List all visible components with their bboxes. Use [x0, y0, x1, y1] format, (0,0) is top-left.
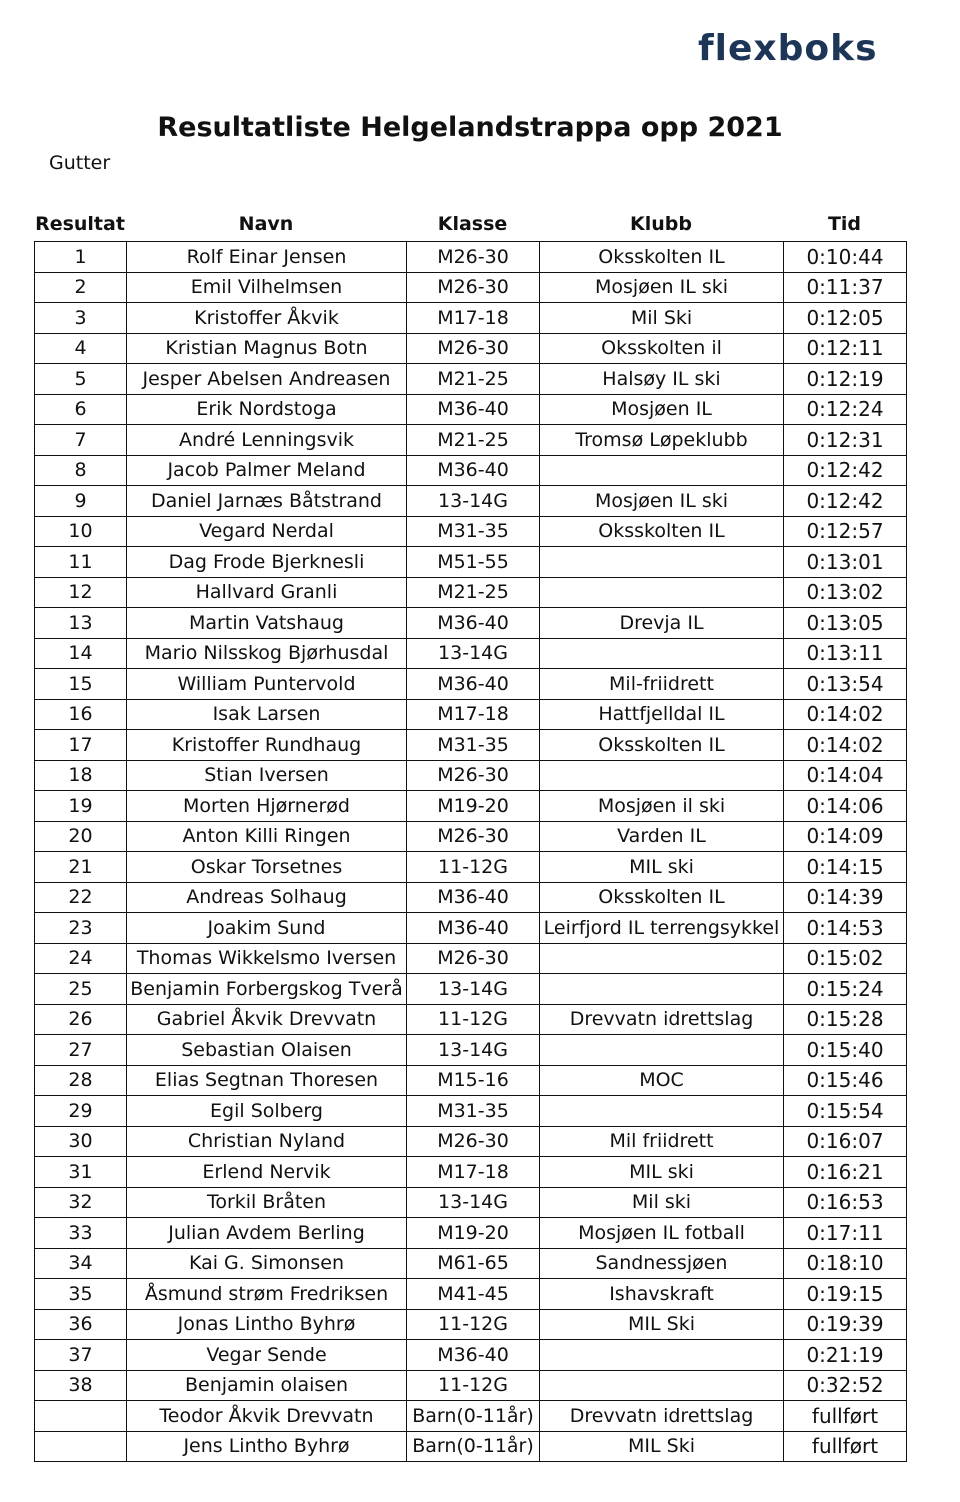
class-cell: M41-45	[407, 1279, 540, 1310]
result-cell: 30	[35, 1126, 127, 1157]
name-cell: Hallvard Granli	[127, 577, 407, 608]
result-cell: 29	[35, 1096, 127, 1127]
time-cell: 0:15:40	[784, 1035, 907, 1066]
class-cell: M26-30	[407, 272, 540, 303]
class-cell: M15-16	[407, 1065, 540, 1096]
time-cell: 0:16:53	[784, 1187, 907, 1218]
club-cell	[540, 547, 784, 578]
name-cell: Jens Lintho Byhrø	[127, 1431, 407, 1462]
club-cell: Mil Ski	[540, 303, 784, 334]
table-row	[35, 577, 907, 608]
club-cell: Leirfjord IL terrengsykkel	[540, 913, 784, 944]
time-cell: 0:17:11	[784, 1218, 907, 1249]
class-cell: 11-12G	[407, 1309, 540, 1340]
time-cell: 0:14:04	[784, 760, 907, 791]
time-cell: 0:19:39	[784, 1309, 907, 1340]
class-cell: M31-35	[407, 516, 540, 547]
time-cell: 0:16:07	[784, 1126, 907, 1157]
table-row	[35, 547, 907, 578]
time-cell: 0:13:11	[784, 638, 907, 669]
class-cell: M36-40	[407, 608, 540, 639]
result-cell: 28	[35, 1065, 127, 1096]
class-cell: 13-14G	[407, 974, 540, 1005]
result-cell: 17	[35, 730, 127, 761]
result-cell: 16	[35, 699, 127, 730]
category-label: Gutter	[49, 152, 111, 174]
table-row	[35, 791, 907, 822]
time-cell: 0:15:54	[784, 1096, 907, 1127]
result-cell: 14	[35, 638, 127, 669]
club-cell: Mil-friidrett	[540, 669, 784, 700]
time-cell: 0:15:02	[784, 943, 907, 974]
name-cell: Sebastian Olaisen	[127, 1035, 407, 1066]
name-cell: Erik Nordstoga	[127, 394, 407, 425]
header-navn: Navn	[238, 213, 294, 235]
club-cell: Oksskolten IL	[540, 730, 784, 761]
table-row	[35, 730, 907, 761]
results-table	[34, 241, 907, 1462]
name-cell: Jonas Lintho Byhrø	[127, 1309, 407, 1340]
time-cell: 0:14:06	[784, 791, 907, 822]
time-cell: 0:12:31	[784, 425, 907, 456]
club-cell: Oksskolten IL	[540, 242, 784, 273]
header-klasse: Klasse	[437, 213, 508, 235]
name-cell: Vegar Sende	[127, 1340, 407, 1371]
class-cell: 13-14G	[407, 486, 540, 517]
table-row	[35, 882, 907, 913]
table-row	[35, 1157, 907, 1188]
club-cell: Varden IL	[540, 821, 784, 852]
time-cell: fullført	[784, 1431, 907, 1462]
club-cell: Mil ski	[540, 1187, 784, 1218]
time-cell: 0:13:01	[784, 547, 907, 578]
name-cell: Torkil Bråten	[127, 1187, 407, 1218]
name-cell: Jesper Abelsen Andreasen	[127, 364, 407, 395]
time-cell: 0:14:39	[784, 882, 907, 913]
class-cell: M31-35	[407, 1096, 540, 1127]
club-cell: MIL Ski	[540, 1431, 784, 1462]
class-cell: M26-30	[407, 760, 540, 791]
name-cell: Åsmund strøm Fredriksen	[127, 1279, 407, 1310]
result-cell: 27	[35, 1035, 127, 1066]
table-row	[35, 425, 907, 456]
club-cell: Drevvatn idrettslag	[540, 1401, 784, 1432]
name-cell: William Puntervold	[127, 669, 407, 700]
club-cell	[540, 760, 784, 791]
result-cell	[35, 1401, 127, 1432]
name-cell: Benjamin Forbergskog Tverå	[127, 974, 407, 1005]
class-cell: M26-30	[407, 242, 540, 273]
result-cell: 13	[35, 608, 127, 639]
time-cell: 0:13:54	[784, 669, 907, 700]
result-cell: 3	[35, 303, 127, 334]
time-cell: 0:13:05	[784, 608, 907, 639]
time-cell: fullført	[784, 1401, 907, 1432]
class-cell: M17-18	[407, 303, 540, 334]
table-row	[35, 242, 907, 273]
time-cell: 0:12:19	[784, 364, 907, 395]
class-cell: M26-30	[407, 943, 540, 974]
results-table-body	[35, 242, 907, 1462]
time-cell: 0:14:02	[784, 730, 907, 761]
table-row	[35, 974, 907, 1005]
result-cell: 24	[35, 943, 127, 974]
club-cell: Mosjøen il ski	[540, 791, 784, 822]
time-cell: 0:12:05	[784, 303, 907, 334]
club-cell	[540, 455, 784, 486]
club-cell	[540, 638, 784, 669]
table-row	[35, 943, 907, 974]
table-row	[35, 486, 907, 517]
club-cell	[540, 943, 784, 974]
table-row	[35, 1065, 907, 1096]
class-cell: M61-65	[407, 1248, 540, 1279]
club-cell: Hattfjelldal IL	[540, 699, 784, 730]
club-cell: Mosjøen IL ski	[540, 272, 784, 303]
class-cell: M17-18	[407, 1157, 540, 1188]
time-cell: 0:13:02	[784, 577, 907, 608]
time-cell: 0:32:52	[784, 1370, 907, 1401]
result-cell: 32	[35, 1187, 127, 1218]
class-cell: M19-20	[407, 791, 540, 822]
table-row	[35, 1187, 907, 1218]
result-cell	[35, 1431, 127, 1462]
name-cell: Oskar Torsetnes	[127, 852, 407, 883]
club-cell: MIL ski	[540, 1157, 784, 1188]
class-cell: M21-25	[407, 577, 540, 608]
name-cell: Kristoffer Rundhaug	[127, 730, 407, 761]
club-cell: Tromsø Løpeklubb	[540, 425, 784, 456]
time-cell: 0:12:11	[784, 333, 907, 364]
class-cell: 11-12G	[407, 1004, 540, 1035]
table-row	[35, 1004, 907, 1035]
club-cell	[540, 1096, 784, 1127]
class-cell: 11-12G	[407, 852, 540, 883]
name-cell: Kai G. Simonsen	[127, 1248, 407, 1279]
club-cell: Mil friidrett	[540, 1126, 784, 1157]
class-cell: 13-14G	[407, 638, 540, 669]
time-cell: 0:15:28	[784, 1004, 907, 1035]
time-cell: 0:10:44	[784, 242, 907, 273]
table-row	[35, 1126, 907, 1157]
class-cell: M36-40	[407, 394, 540, 425]
class-cell: M19-20	[407, 1218, 540, 1249]
time-cell: 0:11:37	[784, 272, 907, 303]
table-row	[35, 303, 907, 334]
name-cell: Benjamin olaisen	[127, 1370, 407, 1401]
class-cell: M31-35	[407, 730, 540, 761]
club-cell: Oksskolten IL	[540, 882, 784, 913]
result-cell: 31	[35, 1157, 127, 1188]
name-cell: Mario Nilsskog Bjørhusdal	[127, 638, 407, 669]
table-row	[35, 1248, 907, 1279]
class-cell: Barn(0-11år)	[407, 1401, 540, 1432]
club-cell	[540, 1340, 784, 1371]
result-cell: 38	[35, 1370, 127, 1401]
time-cell: 0:19:15	[784, 1279, 907, 1310]
club-cell: Drevvatn idrettslag	[540, 1004, 784, 1035]
class-cell: M26-30	[407, 1126, 540, 1157]
time-cell: 0:12:42	[784, 486, 907, 517]
time-cell: 0:12:42	[784, 455, 907, 486]
name-cell: Morten Hjørnerød	[127, 791, 407, 822]
result-cell: 12	[35, 577, 127, 608]
header-klubb: Klubb	[630, 213, 692, 235]
class-cell: M21-25	[407, 425, 540, 456]
club-cell: MIL Ski	[540, 1309, 784, 1340]
time-cell: 0:14:09	[784, 821, 907, 852]
club-cell: Mosjøen IL ski	[540, 486, 784, 517]
name-cell: Vegard Nerdal	[127, 516, 407, 547]
time-cell: 0:14:15	[784, 852, 907, 883]
time-cell: 0:14:53	[784, 913, 907, 944]
time-cell: 0:15:24	[784, 974, 907, 1005]
result-cell: 21	[35, 852, 127, 883]
class-cell: M36-40	[407, 669, 540, 700]
club-cell	[540, 1370, 784, 1401]
club-cell: Oksskolten il	[540, 333, 784, 364]
name-cell: Erlend Nervik	[127, 1157, 407, 1188]
flexboks-logo	[698, 28, 878, 69]
result-cell: 37	[35, 1340, 127, 1371]
name-cell: Julian Avdem Berling	[127, 1218, 407, 1249]
club-cell	[540, 1035, 784, 1066]
class-cell: M36-40	[407, 455, 540, 486]
time-cell: 0:14:02	[784, 699, 907, 730]
table-row	[35, 455, 907, 486]
result-cell: 10	[35, 516, 127, 547]
table-row	[35, 364, 907, 395]
table-row	[35, 1096, 907, 1127]
table-row	[35, 272, 907, 303]
table-row	[35, 608, 907, 639]
name-cell: Egil Solberg	[127, 1096, 407, 1127]
result-cell: 2	[35, 272, 127, 303]
table-row	[35, 913, 907, 944]
result-cell: 22	[35, 882, 127, 913]
result-cell: 33	[35, 1218, 127, 1249]
name-cell: Teodor Åkvik Drevvatn	[127, 1401, 407, 1432]
name-cell: Thomas Wikkelsmo Iversen	[127, 943, 407, 974]
class-cell: M36-40	[407, 882, 540, 913]
table-row	[35, 638, 907, 669]
table-row	[35, 1370, 907, 1401]
result-cell: 1	[35, 242, 127, 273]
table-row	[35, 1309, 907, 1340]
club-cell: MIL ski	[540, 852, 784, 883]
result-cell: 34	[35, 1248, 127, 1279]
logo-text: flexboks	[698, 28, 878, 69]
name-cell: Stian Iversen	[127, 760, 407, 791]
time-cell: 0:16:21	[784, 1157, 907, 1188]
club-cell: Oksskolten IL	[540, 516, 784, 547]
table-row	[35, 852, 907, 883]
name-cell: Anton Killi Ringen	[127, 821, 407, 852]
class-cell: M26-30	[407, 821, 540, 852]
table-row	[35, 1035, 907, 1066]
name-cell: Christian Nyland	[127, 1126, 407, 1157]
class-cell: M36-40	[407, 913, 540, 944]
club-cell	[540, 577, 784, 608]
name-cell: André Lenningsvik	[127, 425, 407, 456]
result-cell: 6	[35, 394, 127, 425]
table-row	[35, 1218, 907, 1249]
result-cell: 35	[35, 1279, 127, 1310]
table-row	[35, 1431, 907, 1462]
result-cell: 25	[35, 974, 127, 1005]
time-cell: 0:12:57	[784, 516, 907, 547]
table-row	[35, 1279, 907, 1310]
class-cell: M17-18	[407, 699, 540, 730]
time-cell: 0:21:19	[784, 1340, 907, 1371]
class-cell: M21-25	[407, 364, 540, 395]
result-cell: 36	[35, 1309, 127, 1340]
name-cell: Emil Vilhelmsen	[127, 272, 407, 303]
result-cell: 7	[35, 425, 127, 456]
name-cell: Andreas Solhaug	[127, 882, 407, 913]
club-cell: Ishavskraft	[540, 1279, 784, 1310]
table-row	[35, 669, 907, 700]
club-cell: Mosjøen IL fotball	[540, 1218, 784, 1249]
name-cell: Elias Segtnan Thoresen	[127, 1065, 407, 1096]
time-cell: 0:18:10	[784, 1248, 907, 1279]
header-tid: Tid	[827, 213, 862, 235]
name-cell: Kristian Magnus Botn	[127, 333, 407, 364]
name-cell: Daniel Jarnæs Båtstrand	[127, 486, 407, 517]
class-cell: Barn(0-11år)	[407, 1431, 540, 1462]
club-cell: Drevja IL	[540, 608, 784, 639]
page-title: Resultatliste Helgelandstrappa opp 2021	[157, 112, 783, 143]
table-row	[35, 333, 907, 364]
name-cell: Jacob Palmer Meland	[127, 455, 407, 486]
class-cell: 13-14G	[407, 1035, 540, 1066]
class-cell: M51-55	[407, 547, 540, 578]
club-cell: Mosjøen IL	[540, 394, 784, 425]
club-cell	[540, 974, 784, 1005]
class-cell: M36-40	[407, 1340, 540, 1371]
table-row	[35, 760, 907, 791]
table-row	[35, 821, 907, 852]
table-row	[35, 1340, 907, 1371]
result-cell: 23	[35, 913, 127, 944]
time-cell: 0:12:24	[784, 394, 907, 425]
name-cell: Martin Vatshaug	[127, 608, 407, 639]
name-cell: Rolf Einar Jensen	[127, 242, 407, 273]
club-cell: MOC	[540, 1065, 784, 1096]
class-cell: M26-30	[407, 333, 540, 364]
results-header-row	[34, 213, 906, 240]
result-cell: 20	[35, 821, 127, 852]
class-cell: 13-14G	[407, 1187, 540, 1218]
table-row	[35, 1401, 907, 1432]
table-row	[35, 699, 907, 730]
result-cell: 11	[35, 547, 127, 578]
result-cell: 4	[35, 333, 127, 364]
header-resultat: Resultat	[35, 213, 125, 235]
result-cell: 26	[35, 1004, 127, 1035]
club-cell: Sandnessjøen	[540, 1248, 784, 1279]
name-cell: Gabriel Åkvik Drevvatn	[127, 1004, 407, 1035]
name-cell: Isak Larsen	[127, 699, 407, 730]
result-cell: 8	[35, 455, 127, 486]
table-row	[35, 394, 907, 425]
result-cell: 9	[35, 486, 127, 517]
time-cell: 0:15:46	[784, 1065, 907, 1096]
result-cell: 18	[35, 760, 127, 791]
name-cell: Dag Frode Bjerknesli	[127, 547, 407, 578]
result-cell: 5	[35, 364, 127, 395]
result-cell: 15	[35, 669, 127, 700]
name-cell: Kristoffer Åkvik	[127, 303, 407, 334]
name-cell: Joakim Sund	[127, 913, 407, 944]
class-cell: 11-12G	[407, 1370, 540, 1401]
table-row	[35, 516, 907, 547]
club-cell: Halsøy IL ski	[540, 364, 784, 395]
result-cell: 19	[35, 791, 127, 822]
